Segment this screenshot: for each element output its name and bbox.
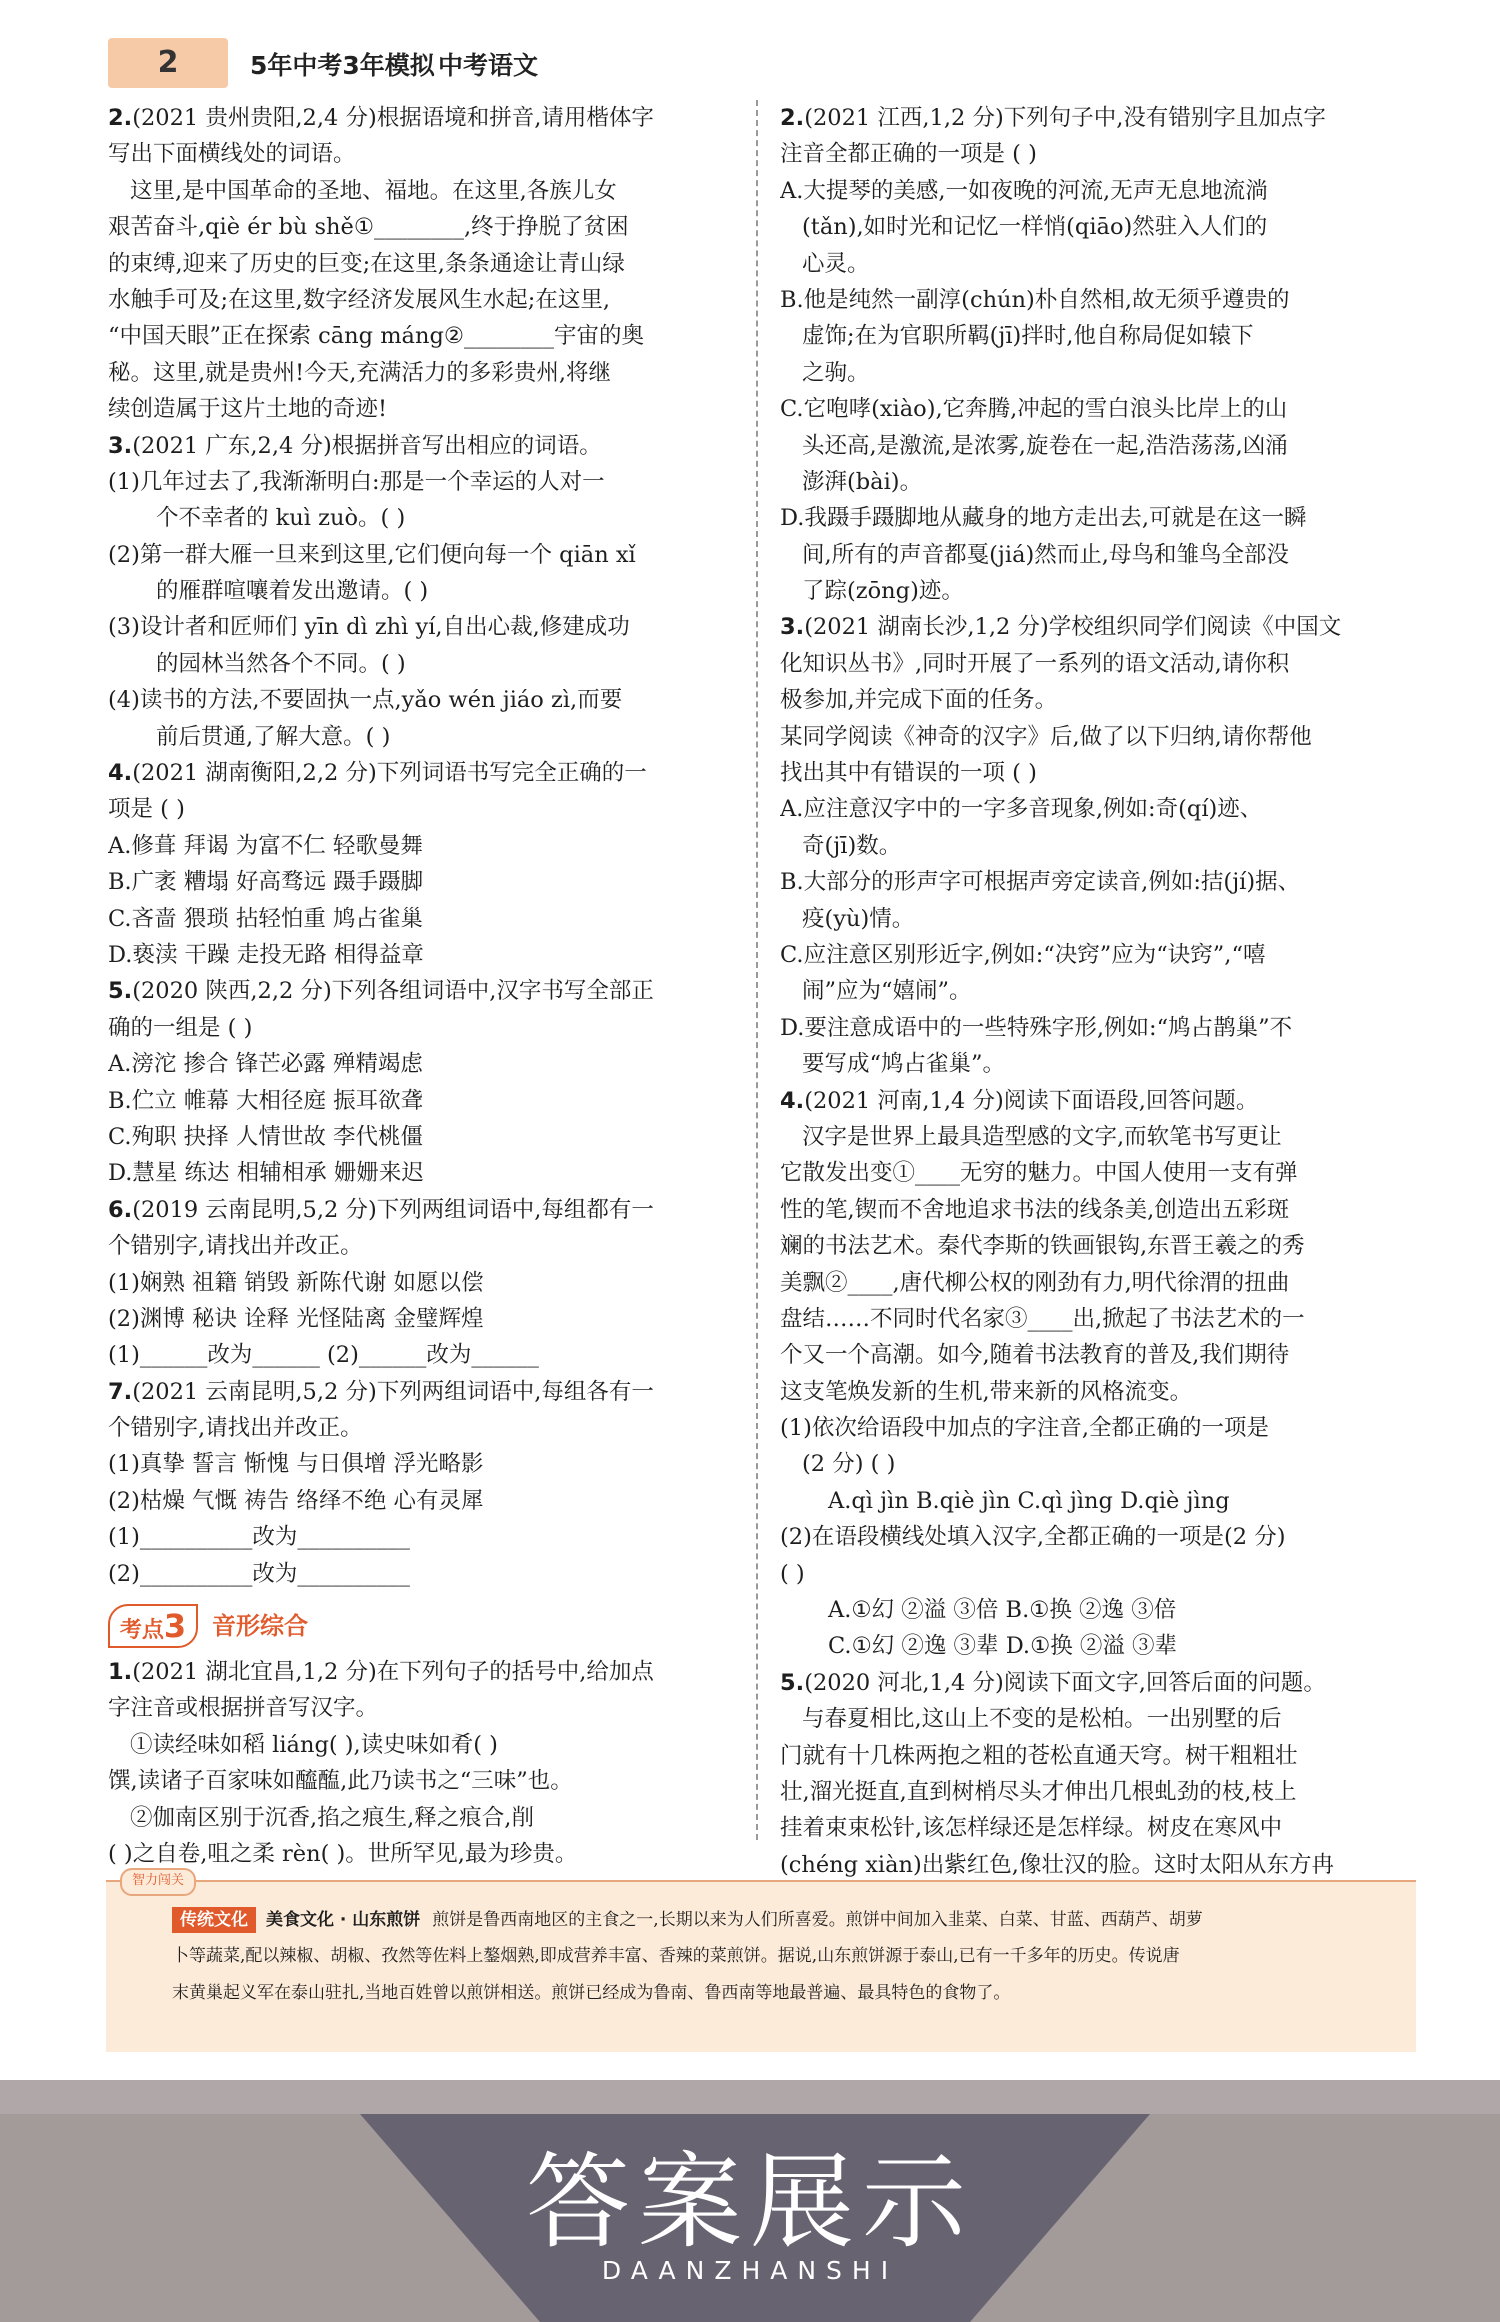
text-line: A.大提琴的美感,一如夜晚的河流,无声无息地流淌: [780, 177, 1268, 204]
text-line: 疫(yù)情。: [802, 905, 915, 932]
text-line: (1)依次给语段中加点的字注音,全都正确的一项是: [780, 1415, 1270, 1442]
text-line: 性的笔,锲而不舍地追求书法的线条美,创造出五彩斑: [780, 1196, 1290, 1223]
text-line: D.要注意成语中的一些特殊字形,例如:“鸠占鹊巢”不: [780, 1014, 1293, 1041]
text-line: 秘。这里,就是贵州!今天,充满活力的多彩贵州,将继: [108, 359, 611, 386]
text-line: 注音全都正确的一项是 ( ): [780, 141, 1037, 168]
book-title: 5年中考3年模拟: [250, 51, 435, 80]
question-number: 5.: [780, 1669, 805, 1696]
text-line: A.qì jìn B.qiè jìn C.qì jìng D.qiè jìng: [828, 1487, 1230, 1514]
culture-tag: 传统文化: [172, 1907, 256, 1933]
text-line: 挂着束束松针,该怎样绿还是怎样绿。树皮在寒风中: [780, 1815, 1283, 1842]
text-line: 头还高,是激流,是浓雾,旋卷在一起,浩浩荡荡,凶涌: [802, 432, 1288, 459]
culture-box: [106, 1873, 1416, 2052]
question-number: 5.: [108, 978, 133, 1005]
question-stem: 7.(2021 云南昆明,5,2 分)下列两组词语中,每组各有一: [108, 1378, 654, 1405]
text-line: C.它咆哮(xiào),它奔腾,冲起的雪白浪头比岸上的山: [780, 396, 1288, 423]
page-header: [18, 28, 1478, 92]
text-line: ①读经味如稻 liáng( ),读史味如肴( ): [130, 1731, 498, 1758]
culture-line-text: 煎饼是鲁西南地区的主食之一,长期以来为人们所喜爱。煎饼中间加入韭菜、白菜、甘蓝、西葫芦、胡萝: [432, 1910, 1203, 1930]
text-line: 写出下面横线处的词语。: [108, 141, 356, 168]
text-line: 前后贯通,了解大意。( ): [156, 723, 391, 750]
text-line: (2)第一群大雁一旦来到这里,它们便向每一个 qiān xǐ: [108, 541, 636, 568]
text-line: 的束缚,迎来了历史的巨变;在这里,条条通途让青山绿: [108, 250, 625, 277]
text-line: A.修葺 拜谒 为富不仁 轻歌曼舞: [108, 832, 423, 859]
culture-top-label: 智力闯关: [120, 1868, 196, 1896]
text-line: (1)娴熟 祖籍 销毁 新陈代谢 如愿以偿: [108, 1269, 484, 1296]
question-number: 4.: [780, 1087, 805, 1114]
question-stem: 3.(2021 广东,2,4 分)根据拼音写出相应的词语。: [108, 432, 602, 459]
text-line: 馔,读诸子百家味如醯醢,此乃读书之“三味”也。: [108, 1768, 573, 1795]
text-line: (2)枯燥 气慨 祷告 络绎不绝 心有灵犀: [108, 1487, 484, 1514]
text-line: C.殉职 抉择 人情世故 李代桃僵: [108, 1123, 424, 1150]
question-stem: 5.(2020 陕西,2,2 分)下列各组词语中,汉字书写全部正: [108, 978, 654, 1005]
text-line: 极参加,并完成下面的任务。: [780, 687, 1058, 714]
text-line: D.亵渎 干躁 走投无路 相得益章: [108, 941, 424, 968]
question-number: 4.: [108, 760, 133, 787]
text-line: (1)__________改为__________: [108, 1524, 410, 1551]
text-line: 美飘②____,唐代柳公权的刚劲有力,明代徐渭的扭曲: [780, 1269, 1290, 1296]
text-line: 这里,是中国革命的圣地、福地。在这里,各族儿女: [130, 177, 617, 204]
text-line: 闹”应为“嬉闹”。: [802, 978, 972, 1005]
text-line: A.①幻 ②溢 ③倍 B.①换 ②逸 ③倍: [828, 1597, 1177, 1624]
section-chip-prefix: 考点: [119, 1618, 164, 1644]
text-line: 汉字是世界上最具造型感的文字,而软笔书写更让: [802, 1123, 1282, 1150]
text-line: (2)渊博 秘诀 诠释 光怪陆离 金璧辉煌: [108, 1305, 484, 1332]
text-line: C.应注意区别形近字,例如:“决窍”应为“诀窍”,“嘻: [780, 941, 1266, 968]
text-line: C.①幻 ②逸 ③辈 D.①换 ②溢 ③辈: [828, 1633, 1178, 1660]
text-line: 某同学阅读《神奇的汉字》后,做了以下归纳,请你帮他: [780, 723, 1312, 750]
culture-line: 末黄巢起义军在泰山驻扎,当地百姓曾以煎饼相送。煎饼已经成为鲁南、鲁西南等地最普遍、最具特色的食物了。: [172, 1982, 1011, 2003]
question-stem: 5.(2020 河北,1,4 分)阅读下面文字,回答后面的问题。: [780, 1669, 1326, 1696]
question-stem: 2.(2021 贵州贵阳,2,4 分)根据语境和拼音,请用楷体字: [108, 105, 654, 131]
text-line: B.广袤 糟塌 好高骛远 蹑手蹑脚: [108, 869, 424, 896]
text-line: (1)几年过去了,我渐渐明白:那是一个幸运的人对一: [108, 468, 605, 495]
text-line: ( )之自卷,咀之柔 rèn( )。世所罕见,最为珍贵。: [108, 1840, 578, 1867]
text-line: 间,所有的声音都戛(jiá)然而止,母鸟和雏鸟全部没: [802, 541, 1289, 568]
banner-title: 答案展示: [525, 2141, 974, 2263]
text-line: (4)读书的方法,不要固执一点,yǎo wén jiáo zì,而要: [108, 687, 623, 714]
culture-text: [172, 1904, 1402, 2013]
text-line: 个又一个高潮。如今,随着书法教育的普及,我们期待: [780, 1342, 1290, 1369]
text-line: B.伫立 帷幕 大相径庭 振耳欲聋: [108, 1087, 424, 1114]
text-line: (chéng xiàn)出紫红色,像壮汉的脸。这时太阳从东方冉: [780, 1851, 1334, 1878]
text-line: 了踪(zōng)迹。: [802, 578, 964, 605]
text-line: B.大部分的形声字可根据声旁定读音,例如:拮(jí)据、: [780, 869, 1301, 896]
banner-subtitle: DAANZHANSHI: [601, 2256, 899, 2285]
text-line: 水触手可及;在这里,数字经济发展风生水起;在这里,: [108, 286, 610, 313]
text-line: B.他是纯然一副淳(chún)朴自然相,故无须乎遵贵的: [780, 286, 1290, 313]
text-line: (1)______改为______ (2)______改为______: [108, 1342, 539, 1369]
text-line: ( ): [780, 1560, 805, 1587]
text-line: 它散发出变①____无穷的魅力。中国人使用一支有弹: [780, 1160, 1298, 1187]
question-stem: 2.(2021 江西,1,2 分)下列句子中,没有错别字且加点字: [780, 105, 1326, 131]
text-line: D.慧星 练达 相辅相承 姗姗来迟: [108, 1160, 424, 1187]
text-line: 这支笔焕发新的生机,带来新的风格流变。: [780, 1378, 1193, 1405]
text-line: 斓的书法艺术。秦代李斯的铁画银钩,东晋王羲之的秀: [780, 1233, 1305, 1260]
text-line: C.吝啬 猥琐 拈轻怕重 鸠占雀巢: [108, 905, 424, 932]
text-line: 个错别字,请找出并改正。: [108, 1233, 363, 1260]
column-divider: [756, 100, 758, 1840]
text-line: “中国天眼”正在探索 cāng máng②________宇宙的奥: [108, 323, 645, 350]
section-heading: [108, 1600, 748, 1652]
question-stem: 3.(2021 湖南长沙,1,2 分)学校组织同学们阅读《中国文: [780, 614, 1342, 641]
culture-line: 卜等蔬菜,配以辣椒、胡椒、孜然等佐料上鏊烟熟,即成营养丰富、香辣的菜煎饼。据说,山东煎饼源于泰山,已有一千多年的历史。传说唐: [172, 1946, 1180, 1967]
question-number: 2.: [780, 105, 805, 131]
text-line: 虚饰;在为官职所羁(jī)拌时,他自称局促如辕下: [802, 323, 1254, 350]
section-chip: [108, 1604, 198, 1648]
left-column: [108, 100, 748, 1872]
question-number: 1.: [108, 1659, 133, 1686]
text-line: 艰苦奋斗,qiè ér bù shě①________,终于挣脱了贫困: [108, 214, 629, 241]
text-line: 奇(jī)数。: [802, 832, 902, 859]
text-line: 的园林当然各个不同。( ): [156, 650, 406, 677]
question-stem: 4.(2021 湖南衡阳,2,2 分)下列词语书写完全正确的一: [108, 760, 647, 787]
subject-label: 中考语文: [438, 51, 539, 80]
question-stem: 4.(2021 河南,1,4 分)阅读下面语段,回答问题。: [780, 1087, 1259, 1114]
text-line: 盘结……不同时代名家③____出,掀起了书法艺术的一: [780, 1305, 1305, 1332]
text-line: 续创造属于这片土地的奇迹!: [108, 396, 388, 423]
text-line: (3)设计者和匠师们 yīn dì zhì yí,自出心裁,修建成功: [108, 614, 630, 641]
text-line: 项是 ( ): [108, 796, 185, 823]
culture-line: [172, 1904, 1402, 1940]
text-line: (tǎn),如时光和记忆一样悄(qiāo)然驻入人们的: [802, 214, 1268, 241]
question-stem: 6.(2019 云南昆明,5,2 分)下列两组词语中,每组都有一: [108, 1196, 654, 1223]
text-line: 化知识丛书》,同时开展了一系列的语文活动,请你积: [780, 650, 1290, 677]
text-line: 门就有十几株两抱之粗的苍松直通天穹。树干粗粗壮: [780, 1742, 1298, 1769]
text-line: 确的一组是 ( ): [108, 1014, 253, 1041]
text-line: (1)真挚 誓言 惭愧 与日俱增 浮光略影: [108, 1451, 484, 1478]
text-line: 个错别字,请找出并改正。: [108, 1415, 363, 1442]
text-line: 心灵。: [802, 250, 870, 277]
text-line: 个不幸者的 kuì zuò。( ): [156, 505, 406, 532]
text-line: 与春夏相比,这山上不变的是松柏。一出别墅的后: [802, 1706, 1282, 1733]
text-line: 之驹。: [802, 359, 870, 386]
question-number: 3.: [108, 432, 133, 459]
text-line: (2)__________改为__________: [108, 1560, 410, 1587]
text-line: 澎湃(bài)。: [802, 468, 923, 495]
section-chip-number: 3: [163, 1607, 187, 1646]
text-line: 找出其中有错误的一项 ( ): [780, 760, 1037, 787]
question-number: 2.: [108, 105, 133, 131]
page-number: 2: [108, 38, 228, 88]
culture-title: 美食文化 · 山东煎饼: [266, 1910, 421, 1930]
text-line: ②伽南区别于沉香,掐之痕生,释之痕合,削: [130, 1804, 534, 1831]
text-line: 要写成“鸠占雀巢”。: [802, 1051, 1006, 1078]
text-line: A.滂沱 掺合 锋芒必露 殚精竭虑: [108, 1051, 423, 1078]
text-line: 的雁群喧嚷着发出邀请。( ): [156, 578, 429, 605]
question-stem: 1.(2021 湖北宜昌,1,2 分)在下列句子的括号中,给加点: [108, 1659, 654, 1686]
question-number: 6.: [108, 1196, 133, 1223]
text-line: (2 分) ( ): [802, 1451, 896, 1478]
text-line: (2)在语段横线处填入汉字,全都正确的一项是(2 分): [780, 1524, 1286, 1551]
text-line: 字注音或根据拼音写汉字。: [108, 1695, 379, 1722]
right-column: [780, 100, 1420, 1883]
text-line: A.应注意汉字中的一字多音现象,例如:奇(qí)迹、: [780, 796, 1263, 823]
workbook-page: [18, 0, 1478, 2080]
question-number: 3.: [780, 614, 805, 641]
text-line: 壮,溜光挺直,直到树梢尽头才伸出几根虬劲的枝,枝上: [780, 1778, 1297, 1805]
section-title: 音形综合: [212, 1612, 308, 1641]
question-number: 7.: [108, 1378, 133, 1405]
text-line: D.我蹑手蹑脚地从藏身的地方走出去,可就是在这一瞬: [780, 505, 1307, 532]
